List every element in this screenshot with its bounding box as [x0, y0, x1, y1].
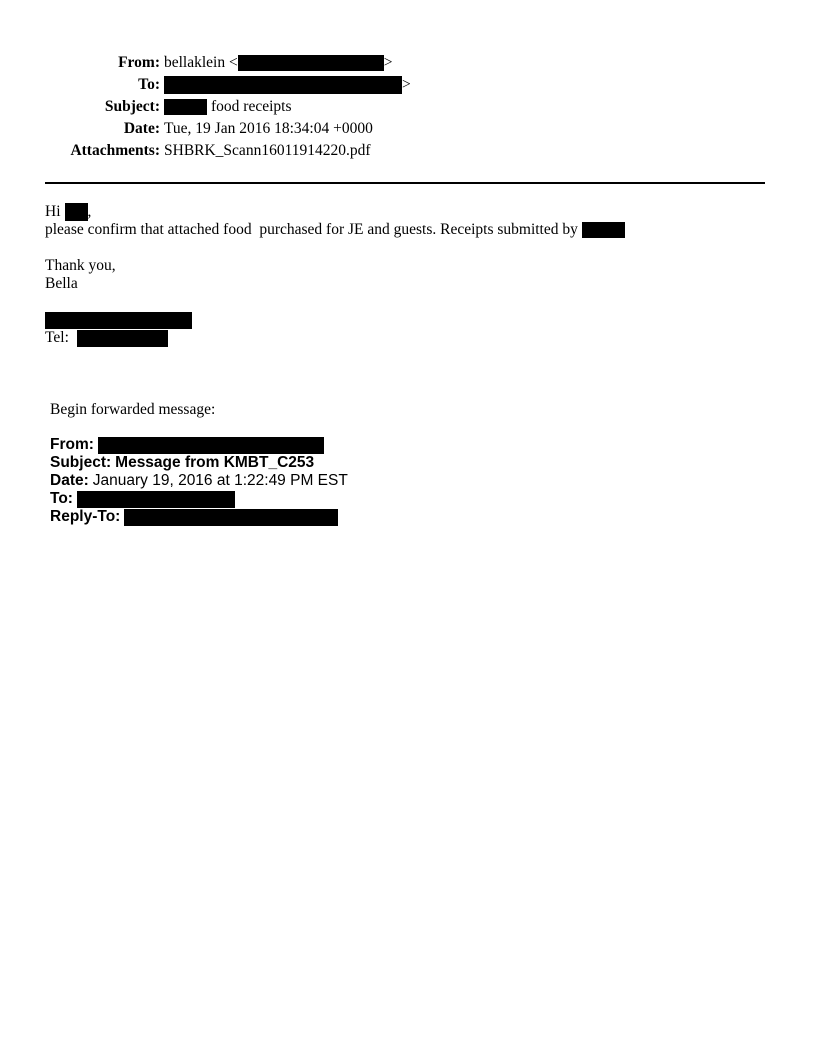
signature-name: Bella	[45, 275, 78, 292]
fwd-date-row	[50, 472, 348, 490]
header-attachments-row	[0, 140, 816, 162]
header-to-row	[0, 74, 816, 96]
subject-label: Subject:	[104, 98, 160, 115]
header-subject-row	[0, 96, 816, 118]
redaction-box	[582, 222, 625, 238]
redaction-box	[238, 55, 384, 71]
date-value: Tue, 19 Jan 2016 18:34:04 +0000	[164, 120, 373, 137]
from-value	[164, 52, 392, 74]
to-value	[164, 74, 411, 96]
to-close: >	[402, 76, 411, 93]
signature-redacted-line	[45, 311, 775, 329]
fwd-from-row	[50, 436, 348, 454]
redaction-box	[77, 491, 235, 508]
thanks-line: Thank you,	[45, 257, 116, 274]
redaction-box	[65, 203, 88, 221]
body-line	[45, 221, 775, 239]
to-label: To:	[138, 76, 160, 93]
fwd-to-label: To:	[50, 490, 73, 507]
fwd-to-row	[50, 490, 348, 508]
fwd-reply-to-label: Reply-To:	[50, 508, 121, 525]
redaction-box	[164, 76, 402, 94]
subject-text: food receipts	[211, 98, 292, 115]
tel-label: Tel:	[45, 329, 69, 346]
header-from-row	[0, 52, 816, 74]
fwd-reply-to-row	[50, 508, 348, 526]
tel-line	[45, 329, 775, 347]
greeting-comma: ,	[87, 203, 92, 220]
subject-value	[164, 96, 291, 118]
redaction-box	[45, 312, 192, 329]
redaction-box	[98, 437, 324, 454]
fwd-subject-label: Subject:	[50, 454, 112, 471]
redaction-box	[77, 330, 168, 347]
fwd-date-value: January 19, 2016 at 1:22:49 PM EST	[92, 472, 348, 489]
from-label: From:	[118, 54, 160, 71]
header-divider	[45, 182, 765, 184]
redaction-box	[164, 99, 207, 115]
attachments-label: Attachments:	[70, 142, 160, 159]
date-label: Date:	[123, 120, 160, 137]
fwd-subject-row	[50, 454, 348, 472]
email-header	[0, 52, 816, 162]
body-text: please confirm that attached food purchased for JE and guests. Receipts submitted by	[45, 221, 578, 238]
fwd-date-label: Date:	[50, 472, 89, 489]
forwarded-intro: Begin forwarded message:	[50, 401, 216, 418]
message-body	[45, 203, 775, 347]
fwd-from-label: From:	[50, 436, 94, 453]
fwd-subject-value: Message from KMBT_C253	[115, 454, 315, 471]
attachment-filename[interactable]: SHBRK_Scann16011914220.pdf	[164, 142, 371, 159]
from-name: bellaklein <	[164, 54, 238, 71]
forwarded-header	[50, 436, 348, 526]
greeting-text: Hi	[45, 203, 61, 220]
redaction-box	[124, 509, 338, 526]
header-date-row	[0, 118, 816, 140]
from-close: >	[383, 54, 393, 71]
greeting-line	[45, 203, 775, 221]
